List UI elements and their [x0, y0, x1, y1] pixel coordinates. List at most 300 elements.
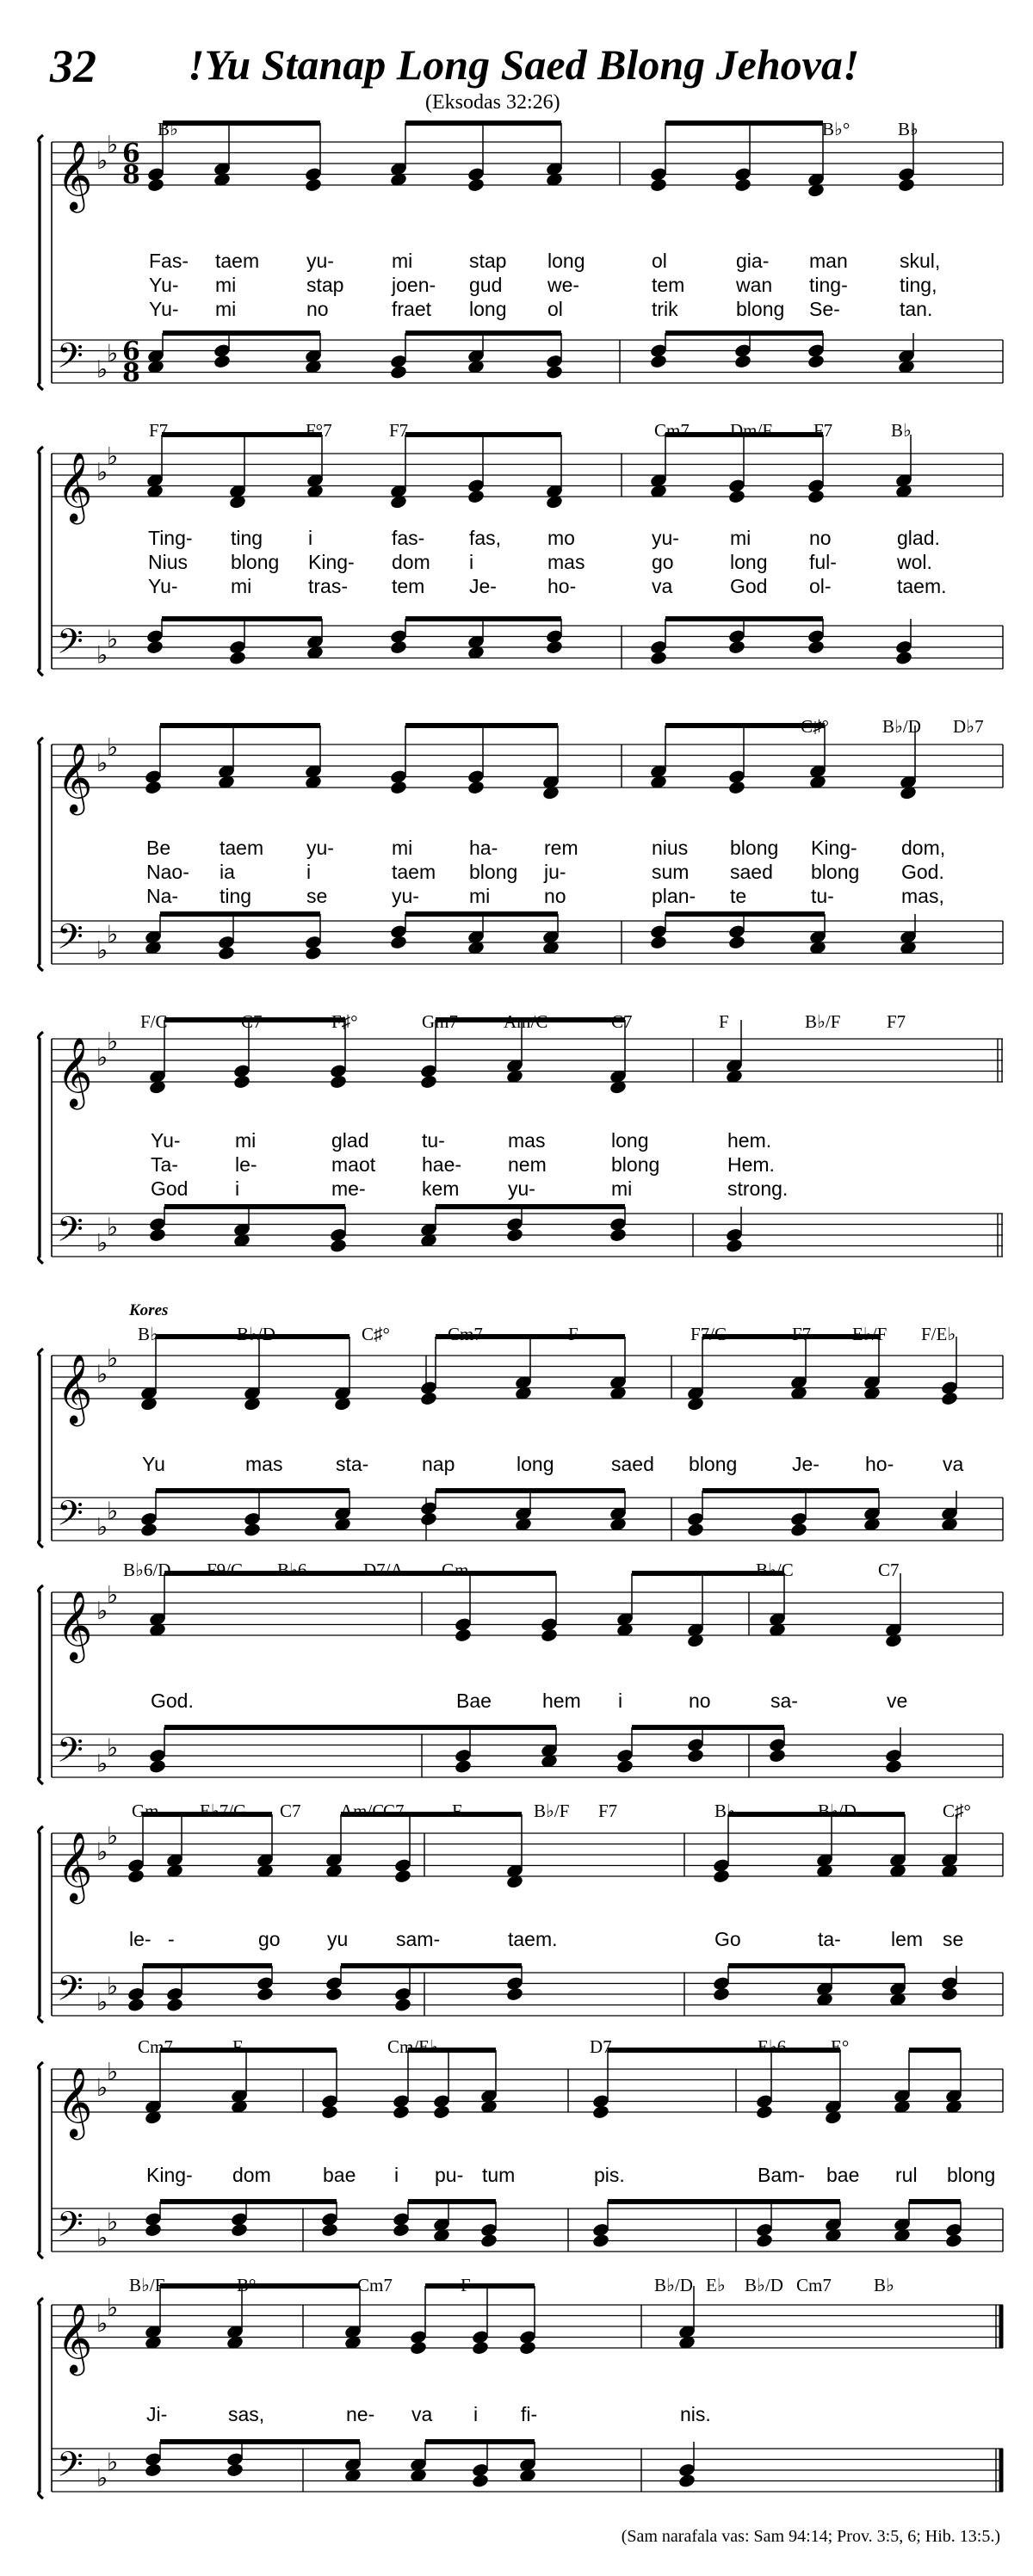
bass-note: [592, 2233, 609, 2248]
lyric-syllable: nius: [652, 837, 689, 859]
bass-clef-icon: 𝄢: [57, 917, 84, 966]
lyric-syllable: yu-: [306, 250, 334, 272]
hymn-title: !Yu Stanap Long Saed Blong Jehova!: [188, 40, 860, 89]
lyric-syllable: pis.: [594, 2164, 625, 2186]
flat-icon: ♭: [96, 749, 108, 777]
bass-clef-icon: 𝄢: [57, 1968, 84, 2017]
lyric-syllable: ne-: [346, 2403, 375, 2425]
lyric-syllable: trik: [652, 298, 678, 320]
bass-note: [678, 2474, 696, 2488]
treble-note: [728, 489, 745, 503]
lyric-syllable: taem: [392, 861, 436, 883]
treble-note: [420, 1074, 437, 1089]
chord-symbol: Dm/F: [730, 420, 773, 441]
lyric-syllable: stap: [306, 274, 344, 296]
chord-symbol: F♯°: [331, 1011, 358, 1032]
treble-beam: [608, 2048, 840, 2053]
lyric-syllable: go: [652, 551, 674, 573]
flat-icon: ♭: [107, 732, 119, 762]
flat-icon: ♭: [96, 146, 108, 175]
lyric-syllable: Na-: [146, 885, 179, 907]
lyric-syllable: King-: [811, 837, 857, 859]
lyric-syllable: saed: [611, 1453, 654, 1475]
bass-note: [390, 935, 407, 949]
bass-beam: [143, 1963, 272, 1968]
bass-note: [807, 354, 825, 368]
bass-note: [941, 1986, 958, 2001]
flat-icon: ♭: [96, 1360, 108, 1388]
chord-symbol: C7: [878, 1560, 900, 1580]
chord-symbol: C7: [383, 1801, 405, 1821]
bass-note: [390, 365, 407, 380]
lyric-syllable: nem: [508, 1153, 547, 1176]
time-signature-top: 6: [122, 337, 140, 367]
bass-note: [226, 2462, 244, 2477]
bass-beam: [436, 1204, 625, 1209]
lyric-syllable: rem: [544, 837, 578, 859]
lyric-syllable: God.: [901, 861, 944, 883]
lyric-syllable: stap: [469, 250, 507, 272]
lyric-syllable: mi: [730, 527, 752, 549]
lyric-syllable: i: [473, 2403, 479, 2425]
bass-note: [650, 354, 667, 368]
lyric-syllable: sas,: [228, 2403, 265, 2425]
flat-icon: ♭: [96, 458, 108, 486]
chord-symbol: D7: [590, 2036, 612, 2057]
bass-beam: [405, 911, 558, 917]
lyric-syllable: ju-: [544, 861, 566, 883]
lyric-syllable: ta-: [818, 1928, 841, 1950]
chord-symbol: E♭: [706, 2275, 726, 2295]
chord-symbol: F: [452, 1801, 462, 1821]
treble-note: [127, 1869, 145, 1883]
lyric-syllable: ful-: [809, 551, 837, 573]
flat-icon: ♭: [96, 1228, 108, 1257]
bass-note: [756, 2233, 773, 2248]
lyric-syllable: mi: [469, 885, 491, 907]
treble-note: [420, 1391, 437, 1405]
lyric-syllable: se: [943, 1928, 964, 1950]
chord-symbol: Cm7: [796, 2275, 832, 2295]
flat-icon: ♭: [107, 442, 119, 471]
bass-note: [231, 2222, 248, 2237]
treble-note: [321, 2104, 338, 2119]
lyric-syllable: le-: [129, 1928, 152, 1950]
lyric-syllable: glad: [331, 1129, 369, 1152]
chord-symbol: F7: [149, 420, 169, 441]
chord-symbol: B°: [237, 2275, 257, 2295]
chord-symbol: C7: [280, 1801, 301, 1821]
lyric-syllable: nis.: [680, 2403, 711, 2425]
lyric-syllable: Yu-: [151, 1129, 181, 1152]
chord-symbol: F: [232, 2036, 243, 2057]
lyric-syllable: ting: [220, 885, 252, 907]
treble-note: [941, 1391, 958, 1405]
lyric-syllable: blong: [689, 1453, 738, 1475]
flat-icon: ♭: [96, 640, 108, 670]
lyric-syllable: mas: [508, 1129, 546, 1152]
lyric-syllable: blong: [811, 861, 860, 883]
flat-icon: ♭: [107, 2057, 119, 2086]
lyric-syllable: te: [730, 885, 747, 907]
lyric-syllable: tan.: [900, 298, 933, 320]
lyric-syllable: i: [308, 527, 313, 549]
lyric-syllable: Bam-: [758, 2164, 805, 2186]
treble-note: [467, 177, 485, 192]
lyric-syllable: yu-: [652, 527, 679, 549]
flat-icon: ♭: [96, 2309, 108, 2338]
treble-note: [393, 2104, 410, 2119]
flat-icon: ♭: [96, 1512, 108, 1541]
treble-note: [650, 177, 667, 192]
lyric-syllable: no: [689, 1690, 711, 1712]
lyric-syllable: no: [544, 885, 566, 907]
lyric-syllable: hem: [542, 1690, 581, 1712]
lyric-syllable: God.: [151, 1690, 194, 1712]
bass-note: [734, 354, 752, 368]
lyric-syllable: fas,: [469, 527, 502, 549]
bass-note: [713, 1986, 730, 2001]
bass-clef-icon: 𝄢: [57, 1730, 84, 1779]
lyric-syllable: mo: [547, 527, 575, 549]
lyric-syllable: mas,: [901, 885, 944, 907]
lyric-syllable: Fas-: [149, 250, 189, 272]
bass-note: [609, 1227, 627, 1242]
lyric-syllable: taem: [215, 250, 260, 272]
lyric-syllable: mi: [235, 1129, 257, 1152]
bass-note: [229, 651, 246, 665]
lyric-syllable: dom: [232, 2164, 271, 2186]
flat-icon: ♭: [96, 936, 108, 965]
bass-beam: [408, 2199, 496, 2204]
lyric-syllable: sum: [652, 861, 690, 883]
treble-beam: [160, 723, 320, 728]
lyric-syllable: blong: [611, 1153, 660, 1176]
bass-note: [325, 1986, 343, 2001]
chorus-label: Kores: [129, 1301, 169, 1319]
chord-symbol: B♭/F: [534, 1801, 570, 1821]
lyric-syllable: hae-: [422, 1153, 462, 1176]
chord-symbol: B♭/D: [818, 1801, 857, 1821]
treble-note: [330, 1074, 347, 1089]
bass-note: [506, 1227, 523, 1242]
flat-icon: ♭: [107, 1821, 119, 1850]
bass-beam: [702, 1488, 879, 1493]
treble-beam: [425, 2283, 535, 2289]
lyric-syllable: Nao-: [146, 861, 189, 883]
bass-clef-icon: 𝄢: [57, 1493, 84, 1542]
lyric-syllable: Ta-: [151, 1153, 178, 1176]
bass-note: [726, 1239, 743, 1253]
lyric-syllable: Ting-: [148, 527, 193, 549]
flat-icon: ♭: [107, 1496, 119, 1525]
chord-symbol: Am/C: [340, 1801, 385, 1821]
lyric-syllable: -: [168, 1928, 175, 1950]
lyric-syllable: gud: [469, 274, 503, 296]
lyric-syllable: yu-: [306, 837, 334, 859]
lyric-syllable: se: [306, 885, 328, 907]
flat-icon: ♭: [107, 338, 119, 368]
lyric-syllable: va: [943, 1453, 964, 1475]
treble-clef-icon: 𝄞: [57, 1590, 93, 1660]
chord-symbol: F7: [389, 420, 409, 441]
treble-note: [592, 2104, 609, 2119]
treble-note: [145, 780, 162, 794]
flat-icon: ♭: [96, 2223, 108, 2252]
lyric-syllable: kem: [422, 1177, 460, 1200]
chord-symbol: E♭6: [758, 2036, 787, 2057]
treble-note: [433, 2104, 450, 2119]
bass-note: [257, 1986, 274, 2001]
bass-note: [213, 354, 231, 368]
lyric-syllable: ol: [652, 250, 667, 272]
bass-note: [728, 935, 745, 949]
treble-beam: [405, 723, 558, 728]
chord-symbol: Cm7: [654, 420, 690, 441]
treble-beam: [405, 120, 561, 126]
bass-note: [728, 639, 745, 654]
bass-beam: [160, 2199, 337, 2204]
lyric-syllable: mi: [392, 250, 413, 272]
lyric-syllable: plan-: [652, 885, 696, 907]
lyric-syllable: tu-: [422, 1129, 445, 1152]
chord-symbol: F: [719, 1011, 729, 1032]
lyric-syllable: mi: [392, 837, 413, 859]
lyric-syllable: taem.: [897, 575, 947, 597]
flat-icon: ♭: [107, 1212, 119, 1241]
treble-beam: [909, 2048, 961, 2053]
chord-symbol: F°7: [306, 420, 332, 441]
lyric-syllable: Nius: [148, 551, 189, 573]
lyric-syllable: long: [516, 1453, 554, 1475]
lyric-syllable: Yu-: [148, 575, 178, 597]
lyric-syllable: mas: [245, 1453, 283, 1475]
chord-symbol: F7: [887, 1011, 906, 1032]
system-bracket: [39, 1826, 43, 2023]
chord-symbol: Cm7: [138, 2036, 173, 2057]
lyric-syllable: ting,: [900, 274, 937, 296]
hymn-number: 32: [50, 40, 96, 92]
bass-note: [145, 2222, 162, 2237]
bass-beam: [436, 1488, 625, 1493]
treble-note: [519, 2340, 536, 2355]
lyric-syllable: glad.: [897, 527, 940, 549]
system-bracket: [39, 1032, 43, 1263]
bass-beam: [160, 2439, 360, 2444]
bass-note: [807, 639, 825, 654]
flat-icon: ♭: [107, 1733, 119, 1762]
lyric-syllable: ting-: [809, 274, 848, 296]
lyric-syllable: yu-: [508, 1177, 535, 1200]
system-bracket: [39, 1585, 43, 1784]
lyric-syllable: ho-: [547, 575, 577, 597]
bass-note: [650, 651, 667, 665]
chord-symbol: Gm: [132, 1801, 159, 1821]
lyric-syllable: ha-: [469, 837, 498, 859]
treble-note: [455, 1628, 472, 1642]
flat-icon: ♭: [107, 2447, 119, 2476]
lyric-syllable: Je-: [792, 1453, 820, 1475]
chord-symbol: E°: [831, 2036, 850, 2057]
lyric-syllable: sa-: [770, 1690, 798, 1712]
system-bracket: [39, 135, 43, 390]
lyric-syllable: wan: [736, 274, 773, 296]
flat-icon: ♭: [96, 1597, 108, 1625]
bass-note: [480, 2233, 498, 2248]
lyric-syllable: skul,: [900, 250, 941, 272]
chord-symbol: F: [568, 1324, 578, 1344]
chord-symbol: B♭/F: [129, 2275, 165, 2295]
lyric-syllable: fi-: [521, 2403, 538, 2425]
chord-symbol: D7/A: [363, 1560, 404, 1580]
treble-note: [807, 489, 825, 503]
lyric-syllable: Je-: [469, 575, 497, 597]
chord-symbol: E♭/F: [852, 1324, 888, 1344]
treble-note: [233, 1074, 251, 1089]
bass-note: [393, 2222, 410, 2237]
system-bracket: [39, 1349, 43, 1547]
bass-note: [140, 1523, 158, 1537]
lyric-syllable: wol.: [897, 551, 932, 573]
chord-symbol: D♭7: [953, 716, 984, 737]
lyric-syllable: tem: [392, 575, 425, 597]
lyric-syllable: ol-: [809, 575, 832, 597]
lyric-syllable: long: [611, 1129, 649, 1152]
footnote: (Sam narafala vas: Sam 94:14; Prov. 3:5, 6; Hib. 13:5.): [621, 2527, 1000, 2546]
lyric-syllable: i: [469, 551, 474, 573]
flat-icon: ♭: [96, 1987, 108, 2017]
lyric-syllable: King-: [146, 2164, 193, 2186]
lyric-syllable: fas-: [392, 527, 425, 549]
bass-beam: [665, 911, 825, 917]
lyric-syllable: Se-: [809, 298, 840, 320]
lyric-syllable: va: [411, 2403, 433, 2425]
treble-note: [390, 780, 407, 794]
bass-note: [455, 1759, 472, 1774]
lyric-syllable: God: [730, 575, 768, 597]
flat-icon: ♭: [96, 355, 108, 384]
treble-clef-icon: 𝄞: [57, 1036, 93, 1107]
lyric-syllable: blong: [736, 298, 785, 320]
lyric-syllable: nap: [422, 1453, 455, 1475]
lyric-syllable: i: [618, 1690, 623, 1712]
treble-note: [467, 489, 485, 503]
lyric-syllable: mi: [215, 298, 237, 320]
bass-note: [420, 1511, 437, 1526]
treble-note: [756, 2104, 773, 2119]
time-signature-top: 6: [122, 139, 140, 169]
bass-note: [166, 1998, 183, 2012]
lyric-syllable: mi: [215, 274, 237, 296]
bass-note: [687, 1523, 704, 1537]
bass-clef-icon: 𝄢: [57, 2444, 84, 2493]
lyric-syllable: rul: [895, 2164, 918, 2186]
bass-note: [472, 2474, 489, 2488]
bass-clef-icon: 𝄢: [57, 2204, 84, 2253]
lyric-syllable: long: [547, 250, 585, 272]
lyric-syllable: mi: [611, 1177, 633, 1200]
lyric-syllable: bae: [323, 2164, 356, 2186]
lyric-syllable: blong: [730, 837, 779, 859]
lyric-syllable: long: [469, 298, 507, 320]
treble-beam: [665, 120, 823, 126]
flat-icon: ♭: [96, 2463, 108, 2493]
treble-beam: [163, 120, 320, 126]
treble-note: [734, 177, 752, 192]
system-bracket: [39, 2298, 43, 2499]
lyric-syllable: joen-: [392, 274, 436, 296]
lyric-syllable: va: [652, 575, 673, 597]
bass-beam: [632, 1725, 784, 1730]
lyric-syllable: go: [258, 1928, 281, 1950]
lyric-syllable: blong: [469, 861, 518, 883]
lyric-syllable: no: [306, 298, 329, 320]
bass-note: [895, 651, 912, 665]
bass-note: [546, 639, 563, 654]
lyric-syllable: God: [151, 1177, 189, 1200]
bass-note: [146, 639, 164, 654]
treble-clef-icon: 𝄞: [57, 742, 93, 812]
chord-symbol: C7: [241, 1011, 263, 1032]
bass-note: [650, 935, 667, 949]
lyric-syllable: saed: [730, 861, 773, 883]
bass-beam: [405, 330, 561, 336]
lyric-syllable: ho-: [865, 1453, 894, 1475]
lyric-syllable: maot: [331, 1153, 376, 1176]
chord-symbol: B♭6: [277, 1560, 307, 1580]
lyric-syllable: Yu: [142, 1453, 165, 1475]
bass-clef-icon: 𝄢: [57, 336, 84, 385]
lyric-syllable: man: [809, 250, 848, 272]
chord-symbol: E♭7/G: [200, 1801, 247, 1821]
lyric-syllable: blong: [231, 551, 280, 573]
lyric-syllable: blong: [947, 2164, 996, 2186]
chord-symbol: F/E♭: [921, 1324, 956, 1344]
bass-note: [506, 1986, 523, 2001]
bass-beam: [156, 1488, 349, 1493]
chord-symbol: Gm7: [422, 1011, 458, 1032]
chord-symbol: B♭/D: [237, 1324, 275, 1344]
bass-note: [330, 1239, 347, 1253]
flat-icon: ♭: [107, 919, 119, 948]
bass-note: [616, 1759, 634, 1774]
bass-note: [687, 1748, 704, 1763]
flat-icon: ♭: [107, 2207, 119, 2236]
treble-note: [394, 1869, 411, 1883]
treble-note: [467, 780, 485, 794]
flat-icon: ♭: [96, 1043, 108, 1072]
system-bracket: [39, 738, 43, 971]
chord-symbol: B♭°: [822, 119, 851, 139]
lyric-syllable: Yu-: [149, 298, 179, 320]
chord-symbol: Gm: [442, 1560, 469, 1580]
lyric-syllable: sta-: [336, 1453, 369, 1475]
treble-beam: [160, 2048, 337, 2053]
lyric-syllable: dom,: [901, 837, 946, 859]
chord-symbol: F9/C: [207, 1560, 244, 1580]
flat-icon: ♭: [107, 1344, 119, 1373]
lyric-syllable: Yu-: [149, 274, 179, 296]
chord-symbol: F7/C: [690, 1324, 727, 1344]
bass-beam: [665, 330, 823, 336]
system-bracket: [39, 2062, 43, 2258]
bass-beam: [164, 1725, 556, 1730]
bass-note: [218, 946, 235, 961]
treble-beam: [405, 432, 561, 437]
chord-symbol: B♭: [138, 1324, 158, 1344]
treble-clef-icon: 𝄞: [57, 139, 93, 210]
lyric-syllable: gia-: [736, 250, 770, 272]
